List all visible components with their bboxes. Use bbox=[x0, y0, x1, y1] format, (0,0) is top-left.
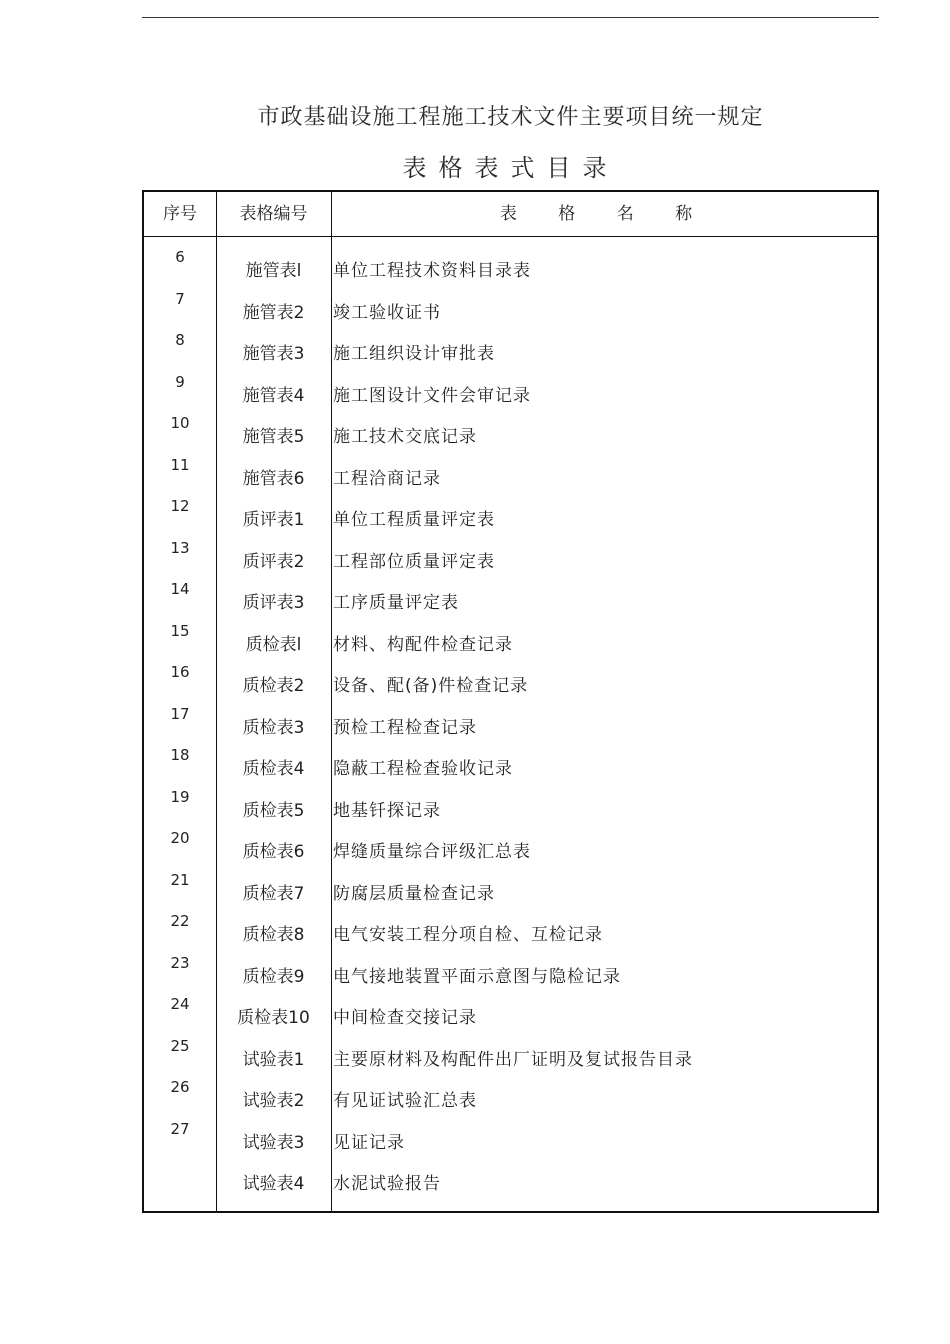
form-name: 工序质量评定表 bbox=[333, 593, 459, 613]
column-divider bbox=[331, 192, 332, 1211]
form-code: 施管表4 bbox=[242, 385, 305, 406]
seq-number: 21 bbox=[170, 870, 190, 889]
form-code: 质检表2 bbox=[242, 676, 305, 696]
form-code: 施管表3 bbox=[242, 344, 305, 364]
form-name: 工程洽商记录 bbox=[333, 468, 441, 489]
form-name: 工程部位质量评定表 bbox=[333, 551, 495, 572]
seq-number: 13 bbox=[170, 538, 190, 557]
document-subtitle: 表格表式目录 bbox=[402, 154, 619, 182]
top-rule bbox=[142, 17, 879, 18]
form-name: 竣工验收证书 bbox=[333, 302, 441, 323]
form-name: 预检工程检查记录 bbox=[333, 717, 477, 738]
form-code: 试验表2 bbox=[242, 1091, 305, 1111]
form-code: 施管表5 bbox=[242, 427, 305, 447]
form-code: 试验表4 bbox=[242, 1174, 305, 1194]
form-name: 防腐层质量检查记录 bbox=[333, 883, 495, 904]
form-code: 质评表2 bbox=[242, 551, 305, 572]
seq-number: 22 bbox=[170, 912, 190, 930]
seq-number: 10 bbox=[170, 414, 190, 432]
seq-number: 20 bbox=[170, 829, 190, 847]
form-name: 施工组织设计审批表 bbox=[333, 344, 495, 364]
seq-number: 9 bbox=[175, 372, 185, 391]
seq-number: 11 bbox=[170, 455, 190, 474]
form-code: 质检表3 bbox=[242, 717, 305, 738]
form-code: 试验表1 bbox=[242, 1049, 305, 1070]
form-name: 单位工程技术资料目录表 bbox=[333, 261, 531, 281]
seq-number: 8 bbox=[175, 331, 185, 349]
form-code: 质检表l bbox=[245, 634, 302, 655]
seq-number: 25 bbox=[170, 1036, 190, 1055]
seq-number: 17 bbox=[170, 704, 190, 723]
form-code: 质检表6 bbox=[242, 842, 305, 862]
form-code: 质评表1 bbox=[242, 510, 305, 530]
seq-number: 7 bbox=[175, 289, 185, 308]
document-title: 市政基础设施工程施工技术文件主要项目统一规定 bbox=[257, 105, 764, 130]
seq-number: 12 bbox=[170, 497, 190, 515]
form-code: 试验表3 bbox=[242, 1132, 305, 1153]
form-name: 施工图设计文件会审记录 bbox=[333, 385, 531, 406]
form-name: 水泥试验报告 bbox=[333, 1174, 441, 1194]
form-index-table bbox=[142, 190, 879, 1213]
seq-number: 18 bbox=[170, 746, 190, 764]
form-code: 质检表10 bbox=[237, 1008, 310, 1028]
seq-number: 14 bbox=[170, 580, 190, 598]
form-name: 主要原材料及构配件出厂证明及复试报告目录 bbox=[333, 1049, 693, 1070]
table-header-row bbox=[144, 192, 877, 237]
header-name: 表 格 名 称 bbox=[499, 204, 711, 224]
form-code: 质检表9 bbox=[242, 966, 305, 987]
form-code: 质检表4 bbox=[242, 759, 305, 779]
form-name: 见证记录 bbox=[333, 1132, 405, 1153]
form-code: 施管表2 bbox=[242, 302, 305, 323]
seq-number: 15 bbox=[170, 621, 190, 640]
header-code: 表格编号 bbox=[239, 204, 308, 224]
seq-number: 24 bbox=[170, 995, 190, 1013]
form-name: 单位工程质量评定表 bbox=[333, 510, 495, 530]
form-code: 施管表l bbox=[245, 261, 302, 281]
form-code: 质检表8 bbox=[242, 925, 305, 945]
form-name: 电气接地装置平面示意图与隐检记录 bbox=[333, 966, 621, 987]
form-name: 材料、构配件检查记录 bbox=[333, 634, 513, 655]
form-name: 施工技术交底记录 bbox=[333, 427, 477, 447]
seq-number: 26 bbox=[170, 1078, 190, 1096]
form-name: 地基钎探记录 bbox=[333, 800, 441, 821]
header-seq: 序号 bbox=[163, 204, 197, 224]
form-code: 质检表5 bbox=[242, 800, 305, 821]
form-name: 隐蔽工程检查验收记录 bbox=[333, 759, 513, 779]
form-code: 质评表3 bbox=[242, 593, 305, 613]
form-name: 中间检查交接记录 bbox=[333, 1008, 477, 1028]
seq-number: 27 bbox=[170, 1119, 190, 1138]
form-code: 质检表7 bbox=[242, 883, 305, 904]
form-code: 施管表6 bbox=[242, 468, 305, 489]
seq-number: 16 bbox=[170, 663, 190, 681]
seq-number: 23 bbox=[170, 953, 190, 972]
form-name: 电气安装工程分项自检、互检记录 bbox=[333, 925, 603, 945]
form-name: 设备、配(备)件检查记录 bbox=[333, 676, 529, 696]
seq-number: 19 bbox=[170, 787, 190, 806]
seq-number: 6 bbox=[175, 248, 185, 266]
form-name: 有见证试验汇总表 bbox=[333, 1091, 477, 1111]
form-name: 焊缝质量综合评级汇总表 bbox=[333, 842, 531, 862]
